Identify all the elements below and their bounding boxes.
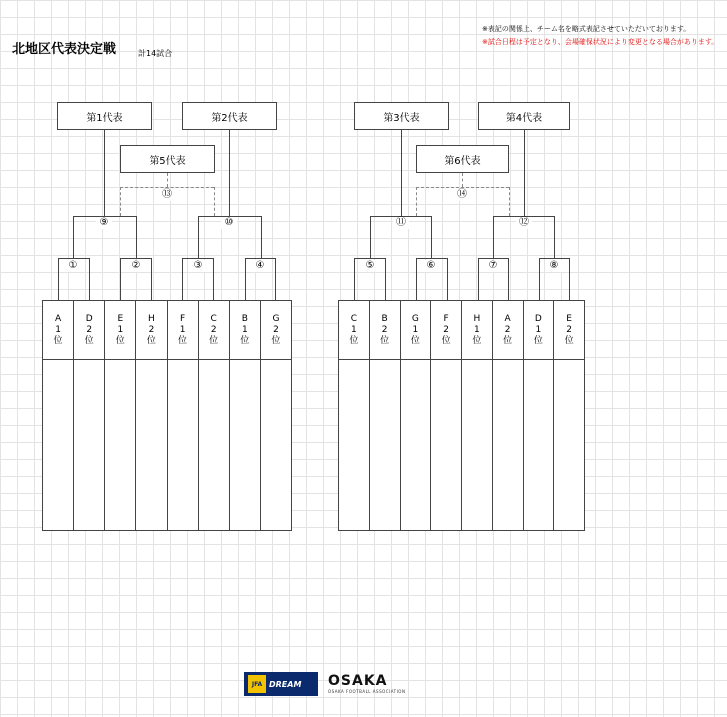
team-letter: F: [443, 313, 449, 324]
dream-wordmark: DREAM: [269, 679, 302, 689]
team-column: [261, 301, 291, 530]
bracket-line: [370, 216, 371, 258]
bracket-line: [229, 130, 230, 216]
team-rank: 1: [351, 324, 357, 335]
team-cell: [168, 360, 198, 530]
team-cell: [261, 360, 291, 530]
team-rank: 2: [210, 324, 217, 335]
bracket-line: [58, 258, 59, 300]
team-column: [462, 301, 493, 530]
bracket-line: [416, 258, 448, 259]
team-letter: C: [350, 313, 358, 324]
bracket-line: [478, 258, 479, 300]
team-cell: [136, 360, 166, 530]
match-number-3: ③: [190, 260, 206, 272]
match-number-7: ⑦: [485, 260, 501, 272]
bracket-line: [401, 130, 402, 216]
team-letter: A: [504, 313, 511, 324]
match-number-1: ①: [65, 260, 81, 272]
team-rank-suffix: 位: [410, 335, 420, 346]
final-connector: [416, 187, 509, 188]
team-column: [43, 301, 74, 530]
final-connector: [120, 187, 121, 216]
bracket-line: [493, 216, 494, 258]
team-rank: 2: [566, 324, 572, 335]
bracket-line: [275, 258, 276, 300]
bracket-line: [416, 258, 417, 300]
team-rank: 1: [241, 324, 248, 335]
match-number-2: ②: [128, 260, 144, 272]
team-rank-suffix: 位: [564, 335, 574, 346]
osaka-association-text: OSAKA FOOTBALL ASSOCIATION: [328, 689, 406, 694]
team-rank-suffix: 位: [349, 335, 359, 346]
match-number-12: ⑫: [516, 217, 532, 229]
team-column: [168, 301, 199, 530]
bracket-line: [245, 258, 246, 300]
team-cell: [524, 360, 554, 530]
team-rank-suffix: 位: [380, 335, 390, 346]
team-letter: B: [381, 313, 388, 324]
schedule-note: ※試合日程は予定となり、会場確保状況により変更となる場合があります。: [482, 38, 719, 46]
abbreviation-note: ※表記の関係上、チーム名を略式表記させていただいております。: [482, 25, 691, 33]
osaka-wordmark: OSAKA: [328, 673, 388, 689]
team-rank-suffix: 位: [115, 335, 125, 346]
team-rank-suffix: 位: [146, 335, 156, 346]
rep-box-4: 第4代表: [478, 102, 570, 130]
osaka-fa-logo: [328, 674, 405, 694]
rep-box-5: 第5代表: [120, 145, 215, 173]
team-rank: 1: [535, 324, 542, 335]
team-column: [493, 301, 524, 530]
footer-logos: [244, 672, 405, 696]
match-number-5: ⑤: [362, 260, 378, 272]
team-cell: [462, 360, 492, 530]
match-number-11: ⑪: [393, 217, 409, 229]
team-rank: 2: [443, 324, 449, 335]
match-number-6: ⑥: [423, 260, 439, 272]
bracket-line: [182, 258, 214, 259]
team-rank: 1: [117, 324, 124, 335]
team-table-left: [42, 300, 292, 531]
team-cell: [554, 360, 584, 530]
team-column: [230, 301, 261, 530]
final-connector: [214, 187, 215, 216]
team-rank: 1: [179, 324, 186, 335]
team-rank: 2: [504, 324, 511, 335]
bracket-line: [73, 216, 74, 258]
bracket-line: [354, 258, 386, 259]
team-rank-suffix: 位: [53, 335, 63, 346]
bracket-line: [539, 258, 570, 259]
bracket-line: [478, 258, 509, 259]
team-rank-suffix: 位: [472, 335, 482, 346]
bracket-line: [508, 258, 509, 300]
bracket-line: [261, 216, 262, 258]
team-table-right: [338, 300, 585, 531]
rep-box-3: 第3代表: [354, 102, 449, 130]
team-cell: [230, 360, 260, 530]
team-cell: [74, 360, 104, 530]
rep-box-2: 第2代表: [182, 102, 277, 130]
team-letter: D: [534, 313, 542, 324]
final-connector: [167, 173, 168, 187]
team-letter: G: [411, 313, 419, 324]
team-column: [74, 301, 105, 530]
team-cell: [493, 360, 523, 530]
bracket-line: [245, 258, 276, 259]
page-title: 北地区代表決定戦: [12, 42, 117, 57]
team-letter: E: [117, 313, 124, 324]
bracket-line: [58, 258, 90, 259]
team-column: [339, 301, 370, 530]
bracket-line: [554, 216, 555, 258]
match-count: 計14試合: [138, 49, 173, 58]
team-cell: [199, 360, 229, 530]
team-rank: 2: [86, 324, 93, 335]
team-rank-suffix: 位: [84, 335, 94, 346]
match-number-14: ⑭: [454, 189, 470, 201]
match-number-4: ④: [252, 260, 268, 272]
team-rank-suffix: 位: [178, 335, 188, 346]
bracket-line: [104, 130, 105, 216]
team-cell: [105, 360, 135, 530]
bracket-line: [385, 258, 386, 300]
team-column: [105, 301, 136, 530]
bracket-line: [431, 216, 432, 258]
team-column: [401, 301, 432, 530]
team-column: [431, 301, 462, 530]
team-rank: 1: [474, 324, 480, 335]
team-rank-suffix: 位: [271, 335, 281, 346]
team-column: [370, 301, 401, 530]
team-rank: 1: [412, 324, 419, 335]
team-cell: [370, 360, 400, 530]
bracket-line: [447, 258, 448, 300]
team-rank-suffix: 位: [209, 335, 219, 346]
final-connector: [509, 187, 510, 216]
final-connector: [416, 187, 417, 216]
team-cell: [401, 360, 431, 530]
bracket-line: [120, 258, 121, 300]
bracket-line: [569, 258, 570, 300]
bracket-line: [151, 258, 152, 300]
rep-box-1: 第1代表: [57, 102, 152, 130]
bracket-line: [524, 130, 525, 216]
team-column: [199, 301, 230, 530]
final-connector: [462, 173, 463, 187]
final-connector: [120, 187, 214, 188]
team-column: [554, 301, 584, 530]
team-rank-suffix: 位: [533, 335, 543, 346]
team-letter: H: [148, 313, 155, 324]
team-letter: G: [272, 313, 280, 324]
team-rank: 2: [381, 324, 388, 335]
team-letter: E: [566, 313, 572, 324]
match-number-13: ⑬: [159, 189, 175, 201]
bracket-line: [120, 258, 152, 259]
team-cell: [339, 360, 369, 530]
team-letter: D: [85, 313, 93, 324]
jfa-badge: JFA: [248, 675, 266, 693]
team-rank-suffix: 位: [503, 335, 513, 346]
bracket-line: [198, 216, 199, 258]
team-letter: C: [210, 313, 217, 324]
bracket-line: [354, 258, 355, 300]
bracket-line: [136, 216, 137, 258]
team-rank-suffix: 位: [441, 335, 451, 346]
team-cell: [43, 360, 73, 530]
team-letter: H: [473, 313, 481, 324]
team-rank: 2: [273, 324, 279, 335]
team-letter: B: [241, 313, 248, 324]
team-column: [136, 301, 167, 530]
match-number-9: ⑨: [96, 217, 112, 229]
bracket-line: [539, 258, 540, 300]
team-letter: F: [179, 313, 186, 324]
team-letter: A: [54, 313, 62, 324]
match-number-10: ⑩: [221, 217, 237, 229]
bracket-line: [213, 258, 214, 300]
team-rank: 1: [55, 324, 61, 335]
rep-box-6: 第6代表: [416, 145, 509, 173]
bracket-line: [89, 258, 90, 300]
jfa-dream-logo: [244, 672, 318, 696]
team-cell: [431, 360, 461, 530]
match-number-8: ⑧: [546, 260, 562, 272]
team-rank: 2: [148, 324, 155, 335]
team-rank-suffix: 位: [240, 335, 250, 346]
team-column: [524, 301, 555, 530]
bracket-line: [182, 258, 183, 300]
